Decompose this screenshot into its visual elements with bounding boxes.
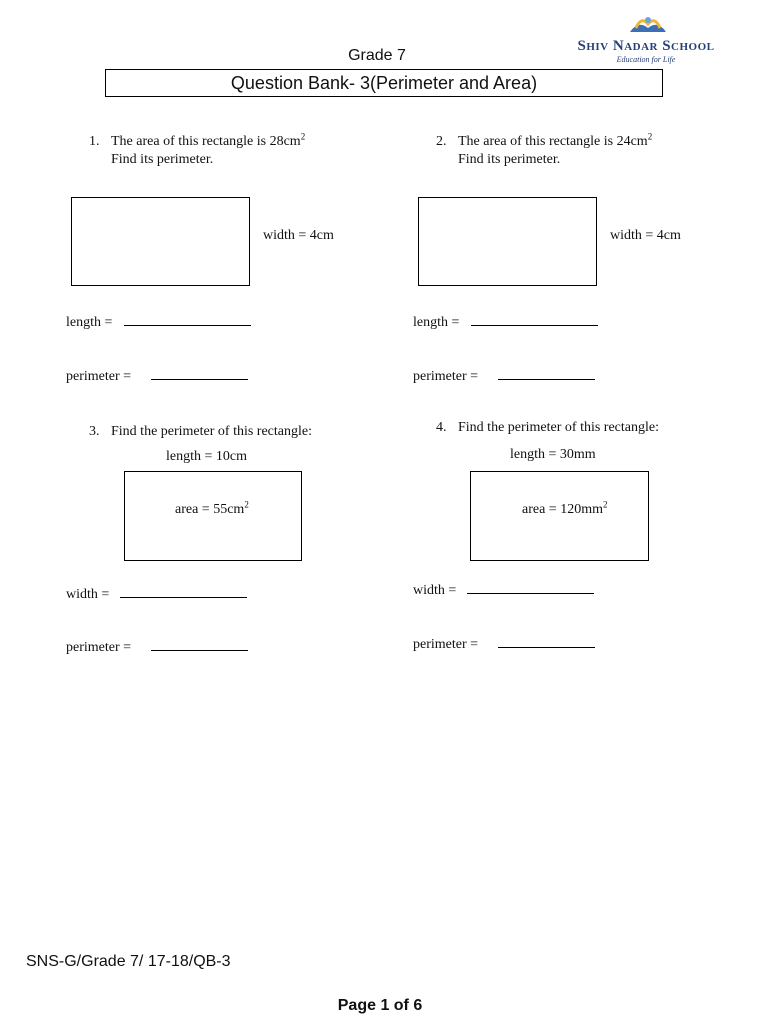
length-label: length = 10cm [166,449,247,464]
logo-tagline: Education for Life [616,55,676,64]
answer-line-perimeter [413,367,595,385]
width-label: width = 4cm [263,228,334,243]
rectangle-figure [71,197,250,286]
area-text: area = 120mm [522,502,603,517]
question-text [458,131,653,150]
question-number: 4. [436,420,447,435]
answer-blank[interactable] [498,367,595,380]
question-line: The area of this rectangle is 24cm [458,134,648,149]
answer-blank[interactable] [124,313,251,326]
answer-blank[interactable] [151,638,248,651]
question-text: Find the perimeter of this rectangle: [111,424,312,439]
superscript: 2 [300,131,306,142]
question-number: 1. [89,134,100,149]
page-title: Question Bank- 3(Perimeter and Area) [105,69,663,97]
area-label [175,499,249,518]
question-subtext: Find its perimeter. [458,152,561,167]
answer-label: perimeter = [413,369,479,384]
answer-line-perimeter [66,367,248,385]
superscript: 2 [647,131,653,142]
superscript: 2 [244,499,249,510]
area-text: area = 55cm [175,502,245,517]
question-subtext: Find its perimeter. [111,152,214,167]
book-logo-icon [626,14,670,36]
page-number: Page 1 of 6 [337,997,423,1014]
answer-label: length = [413,315,460,330]
school-logo [560,14,732,66]
answer-blank[interactable] [120,585,247,598]
superscript: 2 [602,499,608,510]
question-text [111,131,306,150]
answer-line-perimeter [413,635,595,653]
answer-line-length [413,313,598,331]
question-number: 2. [436,134,447,149]
answer-blank[interactable] [467,581,594,594]
answer-label: perimeter = [66,640,132,655]
question-number: 3. [89,424,100,439]
area-label [522,499,608,518]
answer-blank[interactable] [151,367,248,380]
answer-label: width = [413,583,457,598]
answer-label: perimeter = [413,637,479,652]
answer-line-width [413,581,594,599]
question-line: The area of this rectangle is 28cm [111,134,301,149]
logo-school-name: Shiv Nadar School [577,38,715,54]
width-label: width = 4cm [610,228,681,243]
document-code: SNS-G/Grade 7/ 17-18/QB-3 [26,953,231,970]
answer-line-length [66,313,251,331]
answer-blank[interactable] [498,635,595,648]
grade-heading: Grade 7 [348,47,406,64]
answer-label: perimeter = [66,369,132,384]
question-text: Find the perimeter of this rectangle: [458,420,659,435]
answer-label: width = [66,587,110,602]
answer-line-perimeter [66,638,248,656]
answer-line-width [66,585,247,603]
length-label: length = 30mm [510,447,596,462]
rectangle-figure [418,197,597,286]
answer-blank[interactable] [471,313,598,326]
answer-label: length = [66,315,113,330]
